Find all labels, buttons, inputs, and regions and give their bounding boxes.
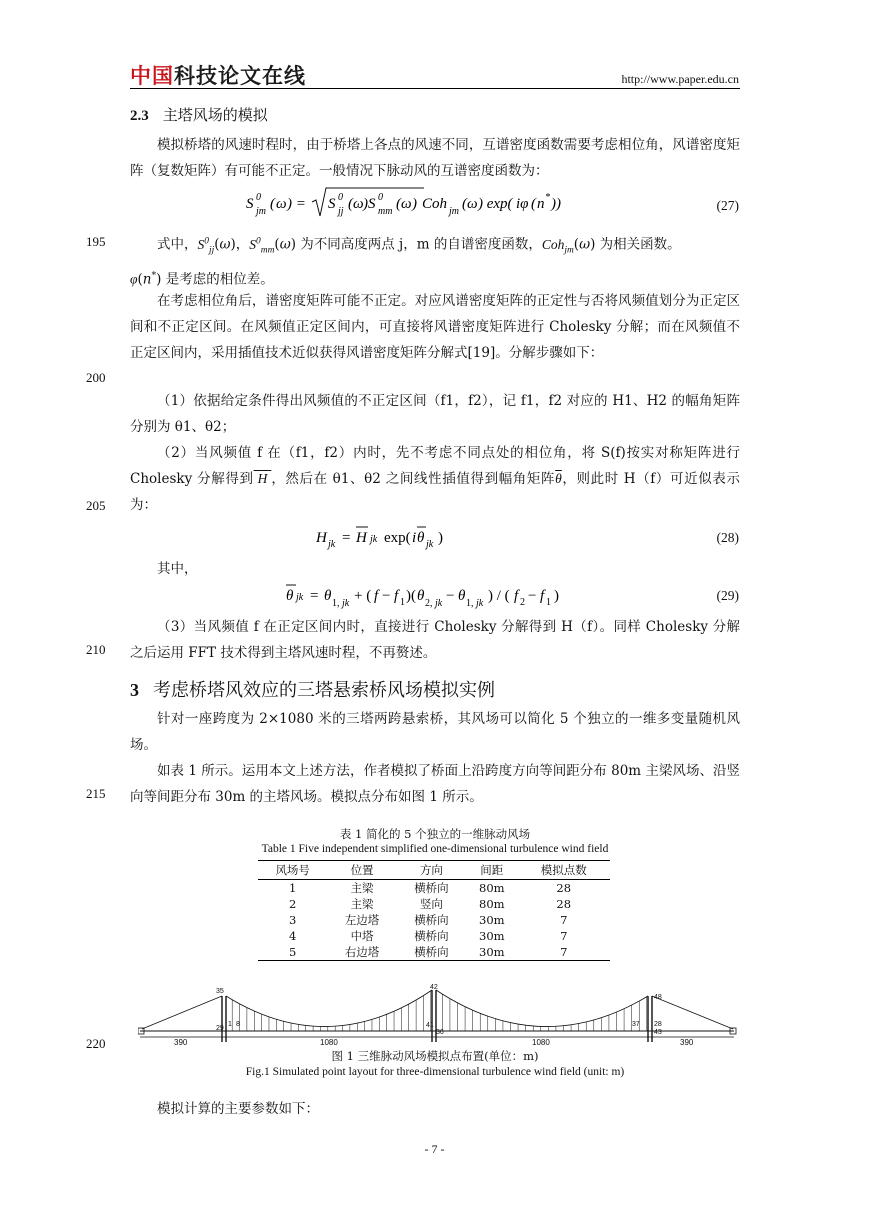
hangers xyxy=(232,991,647,1031)
equation-28 xyxy=(316,524,516,556)
svg-text:−: − xyxy=(446,588,455,604)
tower-point-label: 28 xyxy=(654,1021,662,1028)
svg-text:1,: 1, xyxy=(332,598,340,609)
svg-text:2: 2 xyxy=(520,597,525,608)
right-main-cable xyxy=(436,990,648,1027)
table-cell: 1 xyxy=(289,881,297,895)
table-cell: 中塔 xyxy=(350,929,374,943)
table-cell: 4 xyxy=(289,929,297,943)
svg-text:H: H xyxy=(316,530,327,546)
step-3: （3）当风频值 f 在正定区间内时，直接进行 Cholesky 分解得到 H（f）。同样 Cholesky 分解之后运用 FFT 技术得到主塔风速时程，不再赘述。 xyxy=(130,619,740,661)
tower-top-label: 48 xyxy=(654,994,662,1001)
svg-text:2,: 2, xyxy=(425,598,433,609)
table-row xyxy=(258,944,610,961)
table-cell: 30m xyxy=(466,944,517,961)
deck-point-label: 1 xyxy=(228,1021,232,1028)
tower-top-label: 35 xyxy=(216,988,224,995)
svg-text:): ) xyxy=(412,196,417,212)
deck-point-label: 8 xyxy=(236,1021,240,1028)
table-header-cell: 风场号 xyxy=(258,861,327,880)
equation-29 xyxy=(286,582,586,616)
svg-text:1: 1 xyxy=(400,597,405,608)
equation-28-number: (28) xyxy=(716,530,739,545)
deck-point-label: 37 xyxy=(632,1021,640,1028)
svg-text:) =: ) = xyxy=(287,196,306,212)
svg-text:(: ( xyxy=(396,196,401,212)
span-length-label: 390 xyxy=(174,1038,188,1046)
equation-28-formula xyxy=(316,524,516,552)
svg-text:jm: jm xyxy=(449,206,459,217)
svg-text:n: n xyxy=(537,196,545,212)
svg-text:f: f xyxy=(374,588,379,604)
step-1: （1）依据给定条件得出风频值的不正定区间（f1，f2），记 f1，f2 对应的 H1、H2 的幅角矩阵分别为 θ1、θ2； xyxy=(130,393,740,435)
svg-text:jk: jk xyxy=(435,598,443,609)
left-main-cable xyxy=(226,990,432,1027)
table-cell: 80m xyxy=(479,881,505,895)
svg-text:f: f xyxy=(394,588,399,604)
line-number: 195 xyxy=(86,234,106,249)
svg-text:mm: mm xyxy=(378,206,393,217)
tower-point-label: 36 xyxy=(436,1029,444,1036)
svg-text:0: 0 xyxy=(256,192,261,203)
table-header-cell: 间距 xyxy=(466,861,517,880)
tower-point-label: 43 xyxy=(654,1029,662,1036)
table-row xyxy=(258,928,610,944)
equation-27-number: (27) xyxy=(716,198,739,213)
svg-text:jm: jm xyxy=(256,206,266,217)
table-cell: 横桥向 xyxy=(414,913,449,927)
paragraph-2: 式中，$S^0_{jj}(\omega)$，$S^0_{mm}(\omega)$ 为不同高度两点 j，m 的自谱密度函数，Coh$_{jm}$(ω) 为相关函数。 φ(n*) 是考虑的相位差。 xyxy=(130,236,681,288)
figure-caption-en: Fig.1 Simulated point layout for three-dimensional turbulence wind field (unit: m) xyxy=(245,1066,625,1078)
table-cell: 7 xyxy=(517,944,610,961)
paragraph-1: 模拟桥塔的风速时程时，由于桥塔上各点的风速不同，互谱密度函数需要考虑相位角，风谱密度矩阵（复数矩阵）有可能不正定。一般情况下脉动风的互谱密度函数为： xyxy=(130,137,740,179)
table-1 xyxy=(258,860,610,961)
svg-text:S: S xyxy=(246,196,254,212)
svg-text:S: S xyxy=(328,196,336,212)
table-cell: 主梁 xyxy=(350,897,374,911)
svg-text:) / (: ) / ( xyxy=(488,588,510,604)
svg-text:1: 1 xyxy=(546,597,551,608)
paragraph-4: 针对一座跨度为 2×1080 米的三塔两跨悬索桥，其风场可以简化 5 个独立的一维多变量随机风场。 xyxy=(130,711,740,753)
svg-text:θ: θ xyxy=(417,588,425,604)
svg-text:−: − xyxy=(528,588,537,604)
svg-text:iφ: iφ xyxy=(516,196,529,212)
table-cell: 7 xyxy=(560,913,568,927)
header-url: http://www.paper.edu.cn xyxy=(621,72,739,86)
table-cell: 28 xyxy=(556,881,572,895)
svg-text:(: ( xyxy=(531,196,536,212)
svg-text:exp(: exp( xyxy=(384,530,411,546)
svg-text:1,: 1, xyxy=(466,598,474,609)
table-cell: 横桥向 xyxy=(397,944,466,961)
svg-text:ω: ω xyxy=(467,196,478,212)
svg-text:jj: jj xyxy=(338,206,344,217)
table-cell: 30m xyxy=(479,929,505,943)
table-cell: 7 xyxy=(560,929,568,943)
equation-27 xyxy=(246,186,726,225)
table-cell: 5 xyxy=(258,944,327,961)
right-side-cable xyxy=(652,996,733,1029)
where-text: 其中， xyxy=(157,561,198,577)
header-rule xyxy=(130,88,740,89)
table-caption-cn: 表 1 简化的 5 个独立的一维脉动风场 xyxy=(339,827,531,841)
tower-point-label: 29 xyxy=(216,1025,224,1032)
span-length-label: 1080 xyxy=(532,1038,550,1046)
svg-text:jk: jk xyxy=(370,534,378,545)
equation-29-number: (29) xyxy=(716,588,739,603)
line-number: 205 xyxy=(86,498,106,513)
page-number: - 7 - xyxy=(424,1142,445,1156)
equation-29-formula xyxy=(286,582,586,612)
svg-text:(: ( xyxy=(348,196,353,212)
figure-caption-cn: 图 1 三维脉动风场模拟点布置(单位：m) xyxy=(331,1049,539,1063)
step-2: （2）当风频值 f 在（f1，f2）内时，先不考虑不同点处的相位角，将 S(f)按实对称矩阵进行 Cholesky 分解得到 H ，然后在 θ1、θ2 之间线性插值得到幅角矩阵$\overline{\theta}$，则此时 H（f）可近似表示为： xyxy=(130,445,741,513)
journal-logo: 中国科技论文在线 xyxy=(130,64,306,88)
svg-text:=: = xyxy=(310,588,319,604)
svg-text:θ: θ xyxy=(458,588,466,604)
table-cell: 80m xyxy=(479,897,505,911)
svg-text:)): )) xyxy=(551,196,561,212)
equation-27-formula xyxy=(246,186,726,220)
svg-text:0: 0 xyxy=(338,192,343,203)
svg-text:ω: ω xyxy=(353,196,364,212)
table-header-row xyxy=(258,861,610,880)
paragraph-5: 如表 1 所示。运用本文上述方法，作者模拟了桥面上沿跨度方向等间距分布 80m 主梁风场、沿竖向等间距分布 30m 的主塔风场。模拟点分布如图 1 所示。 xyxy=(130,763,740,805)
svg-text:0: 0 xyxy=(378,192,383,203)
table-cell: 3 xyxy=(289,913,297,927)
span-length-label: 390 xyxy=(680,1038,694,1046)
span-length-label: 1080 xyxy=(320,1038,338,1046)
svg-text:(: ( xyxy=(462,196,467,212)
section-heading-3: 3 考虑桥塔风效应的三塔悬索桥风场模拟实例 xyxy=(130,680,495,701)
svg-text:ω: ω xyxy=(401,196,412,212)
table-header-cell: 位置 xyxy=(327,861,396,880)
table-cell: 28 xyxy=(556,897,572,911)
svg-text:S: S xyxy=(368,196,376,212)
line-number: 200 xyxy=(86,370,106,385)
svg-text:θ: θ xyxy=(286,588,294,604)
tower-top-label: 42 xyxy=(430,984,438,991)
svg-text:*: * xyxy=(545,192,550,203)
svg-text:+ (: + ( xyxy=(354,588,372,604)
table-caption-en: Table 1 Five independent simplified one-dimensional turbulence wind field xyxy=(261,843,609,855)
bridge-layout-figure xyxy=(138,984,738,1046)
svg-text:ω: ω xyxy=(276,196,287,212)
table-row xyxy=(258,880,610,897)
paragraph-3: 在考虑相位角后，谱密度矩阵可能不正定。对应风谱密度矩阵的正定性与否将风频值划分为正定区间和不正定区间。在风频值正定区间内，可直接将风谱密度矩阵进行 Cholesky 分解；而在风频值不正定区间内，采用插值技术近似获得风谱密度矩阵分解式[19]。分解步骤如下： xyxy=(130,293,740,361)
svg-text:=: = xyxy=(342,530,351,546)
line-number: 210 xyxy=(86,642,106,657)
table-cell: 横桥向 xyxy=(414,881,449,895)
table-row xyxy=(258,896,610,912)
svg-text:jk: jk xyxy=(328,539,336,550)
svg-text:jk: jk xyxy=(426,539,434,550)
svg-text:) exp(: ) exp( xyxy=(478,196,513,212)
svg-text:)(: )( xyxy=(406,588,416,604)
svg-text:jk: jk xyxy=(296,592,304,603)
table-cell: 2 xyxy=(289,897,297,911)
table-header-cell: 方向 xyxy=(397,861,466,880)
table-cell: 30m xyxy=(479,913,505,927)
table-row xyxy=(258,912,610,928)
section-heading-2-3: 2.3 主塔风场的模拟 xyxy=(130,106,268,124)
svg-text:θ: θ xyxy=(417,530,425,546)
svg-text:): ) xyxy=(554,588,559,604)
svg-text:): ) xyxy=(438,530,443,546)
line-number: 220 xyxy=(86,1036,106,1051)
svg-text:θ: θ xyxy=(324,588,332,604)
table-cell: 横桥向 xyxy=(414,929,449,943)
table-cell: 主梁 xyxy=(350,881,374,895)
svg-text:): ) xyxy=(363,196,368,212)
table-cell: 竖向 xyxy=(419,897,443,911)
svg-text:H: H xyxy=(356,530,367,546)
tower-point-label: 41 xyxy=(426,1022,434,1029)
svg-text:−: − xyxy=(382,588,391,604)
line-number: 215 xyxy=(86,786,106,801)
svg-text:i: i xyxy=(412,530,417,546)
svg-text:jk: jk xyxy=(476,598,484,609)
svg-text:f: f xyxy=(540,588,545,604)
svg-text:jk: jk xyxy=(342,598,350,609)
svg-text:(: ( xyxy=(270,196,275,212)
table-cell: 右边塔 xyxy=(327,944,396,961)
table-cell: 左边塔 xyxy=(344,913,380,927)
svg-text:Coh: Coh xyxy=(422,196,448,212)
svg-text:f: f xyxy=(514,588,519,604)
paragraph-6: 模拟计算的主要参数如下： xyxy=(157,1101,319,1117)
table-header-cell: 模拟点数 xyxy=(517,861,610,880)
left-side-cable xyxy=(142,996,222,1029)
